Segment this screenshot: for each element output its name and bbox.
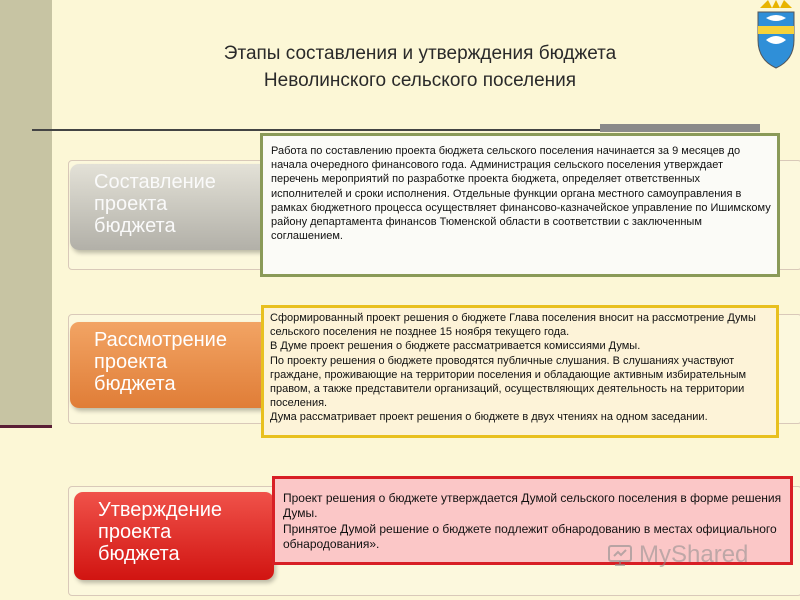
watermark-text: MyShared — [639, 541, 749, 568]
stage-2-label-line-2: проекта — [94, 351, 168, 373]
stage-compose-button[interactable] — [70, 164, 270, 250]
stage-3-description-p2: Принятое Думой решение о бюджете подлежит обнародованию в местах официального обнародования». — [283, 521, 777, 551]
stage-2-label-line-1: Рассмотрение — [94, 329, 227, 351]
stage-2-description-p2: В Думе проект решения о бюджете рассматривается комиссиями Думы. — [270, 340, 641, 353]
stage-3-label-line-3: бюджета — [98, 543, 180, 565]
stage-1-label-line-1: Составление — [94, 171, 216, 193]
stage-2-description-p4: Дума рассматривает проект решения о бюджете в двух чтениях на одном заседании. — [270, 411, 708, 424]
stage-3-label-line-2: проекта — [98, 521, 172, 543]
page-title — [140, 40, 700, 94]
stage-1-description — [260, 133, 780, 277]
stage-1-description-text: Работа по составлению проекта бюджета сельского поселения начинается за 9 месяцев до начала очередного финансового года. Администрация сельского поселения утверждает перечень мероприятий по разработке проекта бюджета, определяет ответственных исполнителей и сроки исполнения. Отдельные функции органа местного самоуправления в рамках бюджетного процесса осуществляет финансово-казначейское управление по Ишимскому району департамента финансов Тюменской области в соответствии с заключенным соглашением. — [271, 145, 771, 243]
stage-2-description-p1: Сформированный проект решения о бюджете Глава поселения вносит на рассмотрение Думы сельского поселения не позднее 15 ноября текущего года. — [270, 312, 756, 339]
stage-2-description-p3: По проекту решения о бюджете проводятся публичные слушания. В слушаниях участвуют граждане, проживающие на территории поселения и обладающие активным избирательным правом, а также представители организаций, осуществляющих деятельность на территории поселения. — [270, 354, 747, 410]
title-line-1: Этапы составления и утверждения бюджета — [223, 43, 617, 64]
watermark — [607, 538, 777, 572]
stage-approve-button[interactable] — [74, 492, 274, 580]
title-rule-accent — [600, 124, 760, 132]
left-decor-band — [0, 0, 52, 425]
stage-2-label-line-3: бюджета — [94, 373, 176, 395]
coat-of-arms-icon — [752, 0, 800, 70]
left-decor-line — [0, 425, 52, 428]
stage-1-label-line-3: бюджета — [94, 215, 176, 237]
watermark-logo-icon — [607, 543, 633, 569]
title-line-2: Неволинского сельского поселения — [263, 70, 577, 91]
stage-2-description — [261, 305, 779, 438]
stage-review-button[interactable] — [70, 322, 270, 408]
stage-3-description-p1: Проект решения о бюджете утверждается Думой сельского поселения в форме решения Думы. — [283, 491, 782, 521]
title-rule — [32, 129, 600, 131]
stage-1-label-line-2: проекта — [94, 193, 168, 215]
stage-3-label-line-1: Утверждение — [98, 499, 223, 521]
